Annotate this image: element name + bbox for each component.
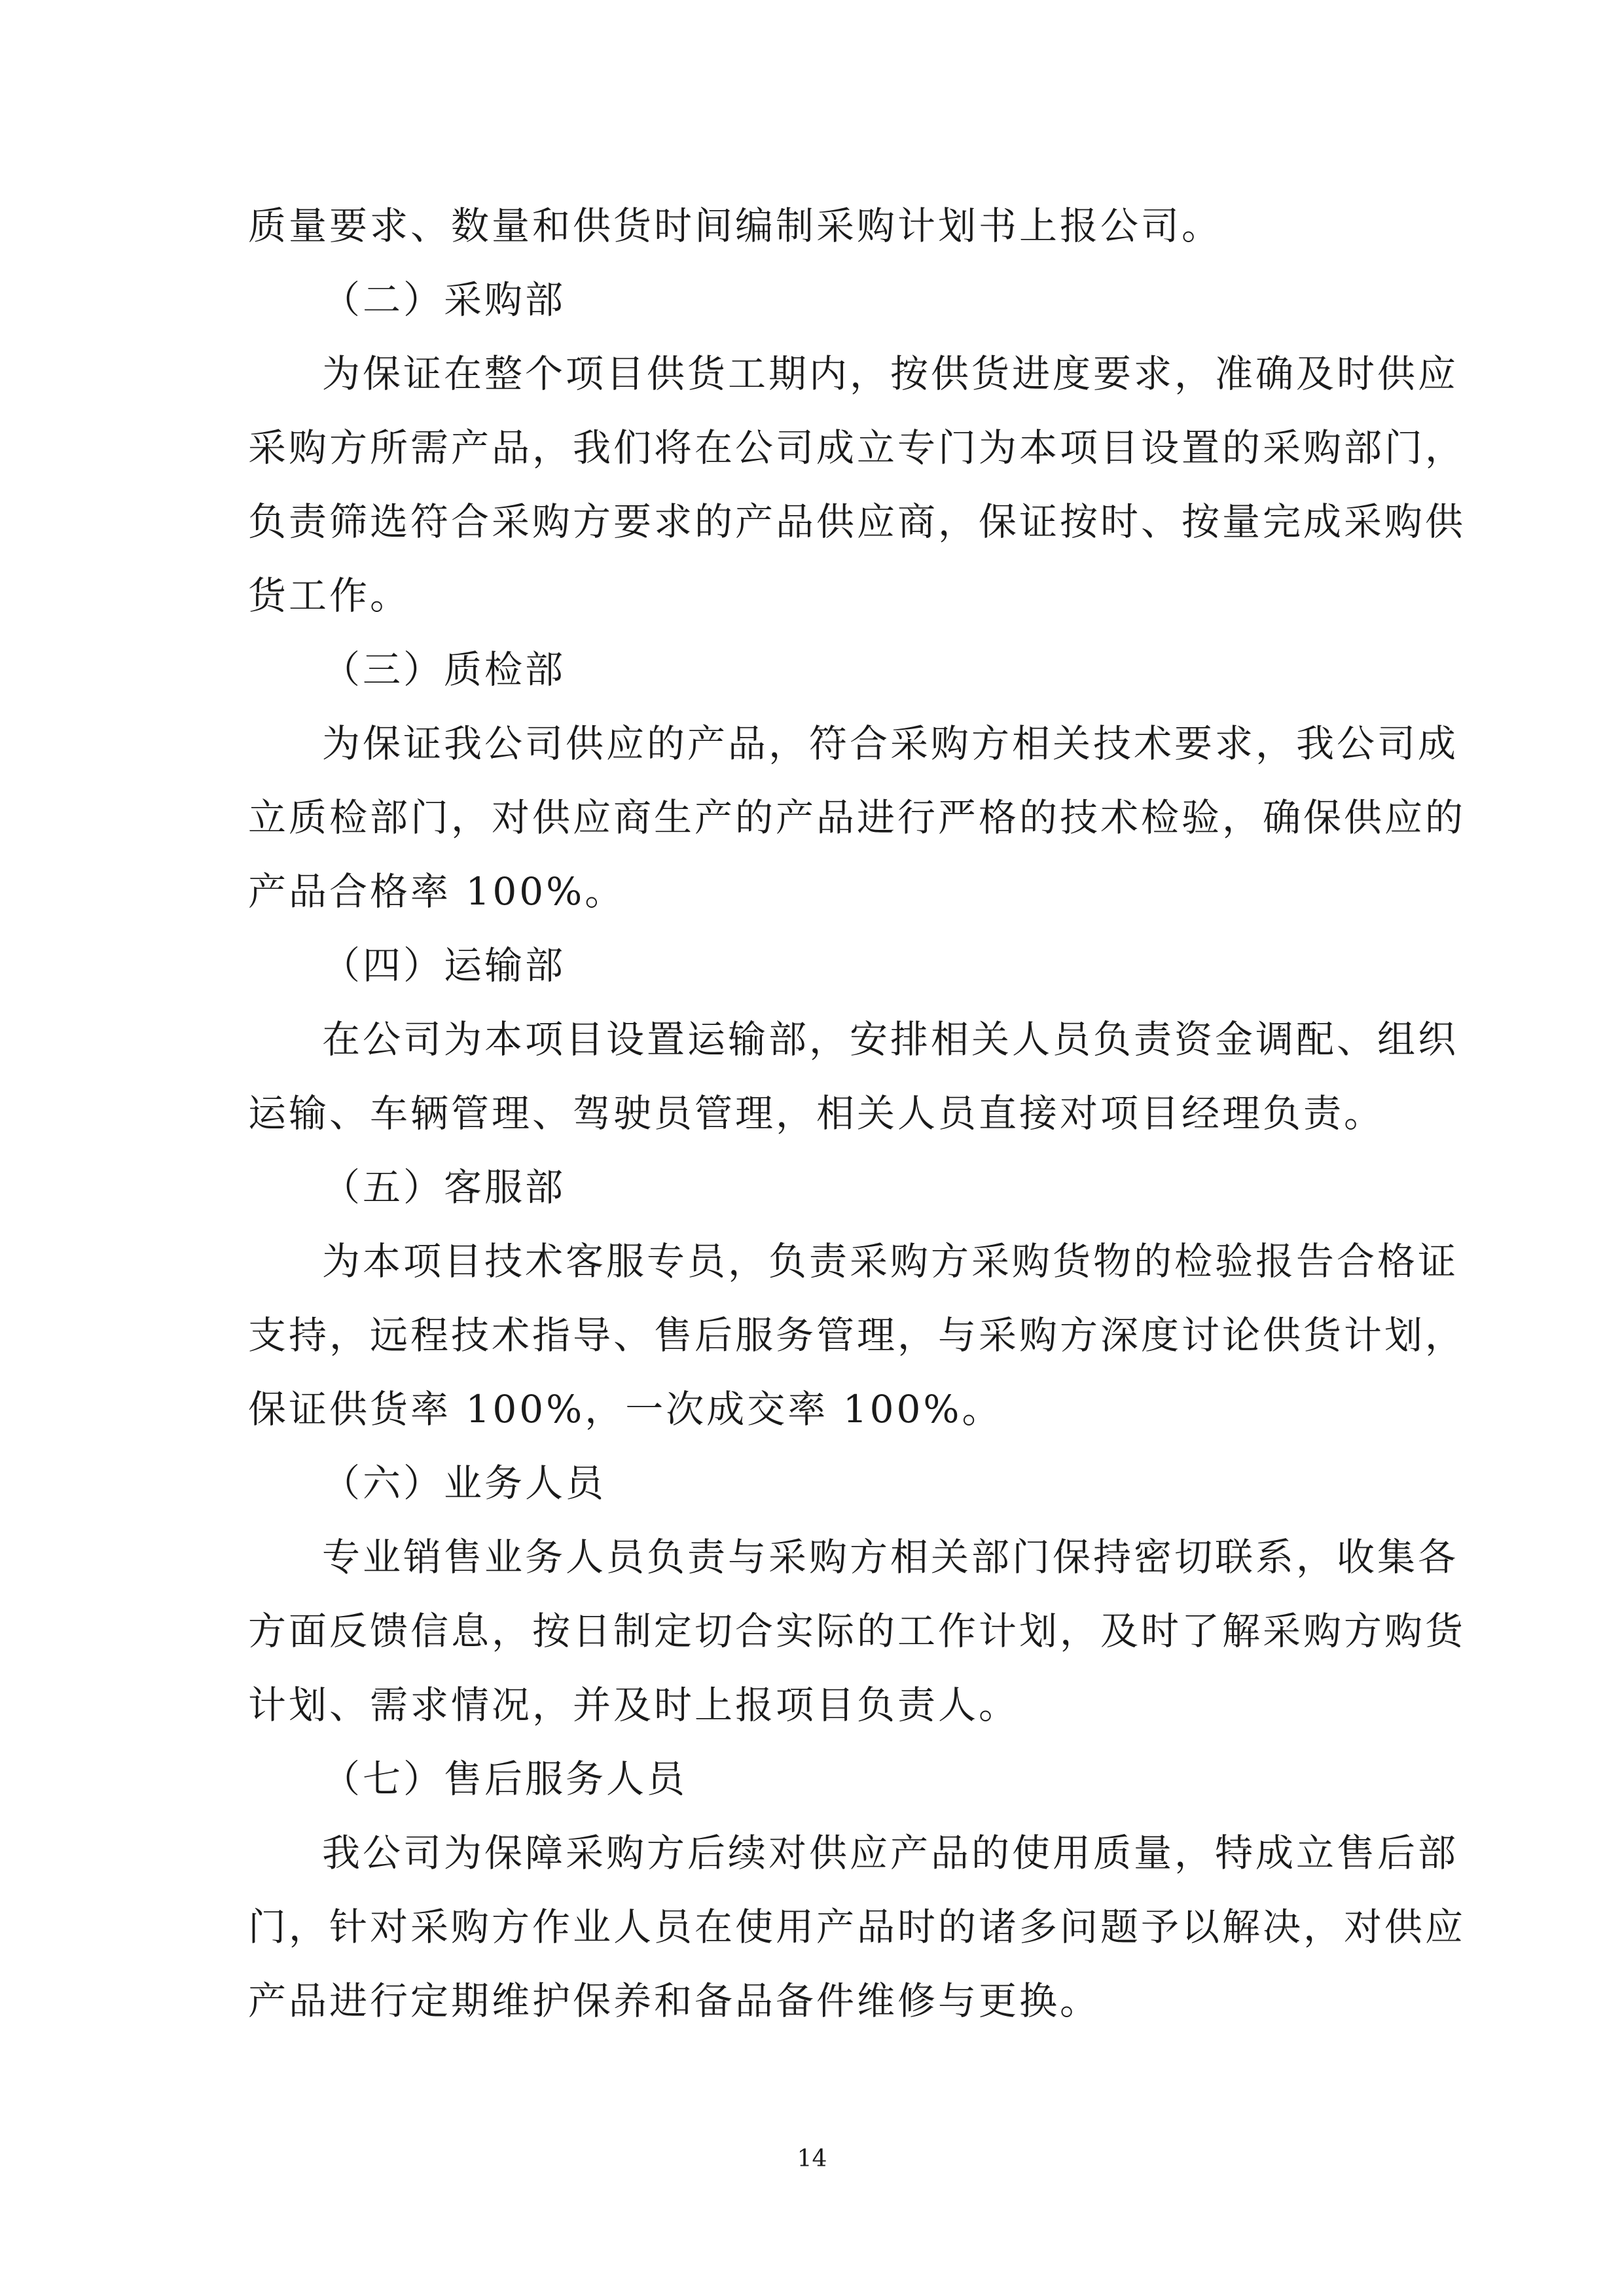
section-heading: （七）售后服务人员 bbox=[322, 1757, 688, 1801]
paragraph-line: 我公司为保障采购方后续对供应产品的使用质量，特成立售后部 bbox=[322, 1831, 1459, 1875]
page-number: 14 bbox=[797, 2145, 827, 2172]
paragraph-line: 立质检部门，对供应商生产的产品进行严格的技术检验，确保供应的 bbox=[248, 795, 1466, 840]
section-heading: （五）客服部 bbox=[322, 1165, 566, 1210]
section-heading: （三）质检部 bbox=[322, 647, 566, 692]
paragraph-line: 质量要求、数量和供货时间编制采购计划书上报公司。 bbox=[248, 204, 1223, 248]
paragraph-line: 采购方所需产品，我们将在公司成立专门为本项目设置的采购部门， bbox=[248, 425, 1466, 470]
paragraph-line: 在公司为本项目设置运输部，安排相关人员负责资金调配、组织 bbox=[322, 1017, 1459, 1062]
paragraph-line: 门，针对采购方作业人员在使用产品时的诸多问题予以解决，对供应 bbox=[248, 1905, 1466, 1949]
paragraph-line: 支持，远程技术指导、售后服务管理，与采购方深度讨论供货计划， bbox=[248, 1313, 1466, 1357]
paragraph-line: 计划、需求情况，并及时上报项目负责人。 bbox=[248, 1683, 1020, 1727]
paragraph-line: 为保证在整个项目供货工期内，按供货进度要求，准确及时供应 bbox=[322, 351, 1459, 396]
paragraph-line: 为本项目技术客服专员，负责采购方采购货物的检验报告合格证 bbox=[322, 1239, 1459, 1283]
paragraph-line: 产品进行定期维护保养和备品备件维修与更换。 bbox=[248, 1979, 1101, 2023]
paragraph-line: 产品合格率 100%。 bbox=[248, 869, 626, 914]
section-heading: （四）运输部 bbox=[322, 943, 566, 988]
paragraph-line: 负责筛选符合采购方要求的产品供应商，保证按时、按量完成采购供 bbox=[248, 499, 1466, 544]
paragraph-line: 方面反馈信息，按日制定切合实际的工作计划，及时了解采购方购货 bbox=[248, 1609, 1466, 1653]
paragraph-line: 保证供货率 100%，一次成交率 100%。 bbox=[248, 1387, 1003, 1431]
paragraph-line: 为保证我公司供应的产品，符合采购方相关技术要求，我公司成 bbox=[322, 721, 1459, 766]
paragraph-line: 运输、车辆管理、驾驶员管理，相关人员直接对项目经理负责。 bbox=[248, 1091, 1385, 1136]
section-heading: （六）业务人员 bbox=[322, 1461, 607, 1505]
paragraph-line: 货工作。 bbox=[248, 573, 411, 618]
paragraph-line: 专业销售业务人员负责与采购方相关部门保持密切联系，收集各 bbox=[322, 1535, 1459, 1579]
section-heading: （二）采购部 bbox=[322, 278, 566, 322]
